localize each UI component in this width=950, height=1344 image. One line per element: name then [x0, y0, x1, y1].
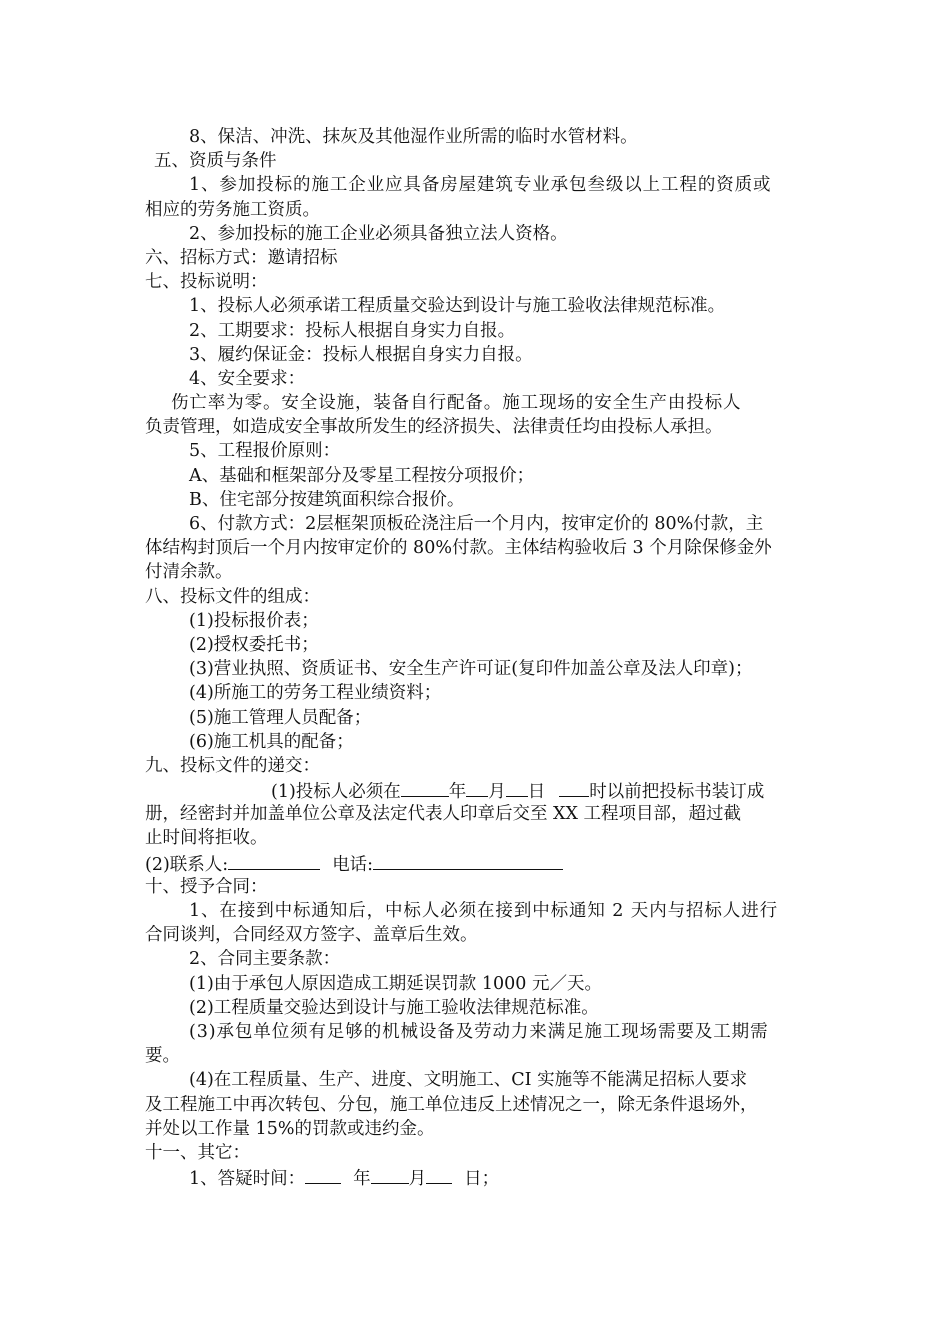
deadline-line — [145, 778, 815, 802]
contact-line — [145, 851, 815, 875]
text-line: 4、安全要求： — [189, 368, 306, 389]
text-line: 负责管理，如造成安全事故所发生的经济损失、法律责任均由投标人承担。 — [145, 417, 723, 438]
text-line: 体结构封顶后一个月内按审定价的 80%付款。主体结构验收后 3 个月除保修金外 — [145, 538, 772, 559]
deadline-year-label: 年 — [448, 782, 467, 803]
text-line: 2、参加投标的施工企业必须具备独立法人资格。 — [189, 223, 568, 244]
list-item: (1)由于承包人原因造成工期延误罚款 1000 元／天。 — [189, 973, 602, 994]
section-heading: 六、招标方式：邀请招标 — [145, 247, 338, 268]
list-item: (3)营业执照、资质证书、安全生产许可证(复印件加盖公章及法人印章)； — [189, 659, 753, 680]
qa-day-blank[interactable] — [426, 1165, 452, 1184]
qa-time-line — [145, 1165, 815, 1189]
deadline-month-blank[interactable] — [466, 778, 488, 797]
list-item: (5)施工管理人员配备； — [189, 707, 372, 728]
text-line: 及工程施工中再次转包、分包，施工单位违反上述情况之一，除无条件退场外， — [145, 1094, 758, 1115]
text-line: 册，经密封并加盖单位公章及法定代表人印章后交至 XX 工程项目部，超过截 — [145, 804, 742, 825]
qa-year-label: 年 — [353, 1169, 371, 1190]
phone-label: 电话: — [332, 854, 374, 875]
deadline-suffix: 时以前把投标书装订成 — [589, 782, 765, 803]
list-item: (4)所施工的劳务工程业绩资料； — [189, 683, 442, 704]
text-line: 5、工程报价原则： — [189, 441, 341, 462]
section-heading: 八、投标文件的组成： — [145, 586, 320, 607]
text-line: 1、参加投标的施工企业应具备房屋建筑专业承包叁级以上工程的资质或 — [189, 175, 772, 196]
text-line: 相应的劳务施工资质。 — [145, 199, 320, 220]
document-page — [145, 125, 815, 1189]
list-item: (6)施工机具的配备； — [189, 731, 354, 752]
deadline-day-label: 日 — [527, 782, 546, 803]
text-line: 要。 — [145, 1046, 180, 1067]
deadline-prefix: (1)投标人必须在 — [271, 782, 401, 803]
list-item: (2)授权委托书； — [189, 634, 319, 655]
deadline-day-blank[interactable] — [506, 778, 528, 797]
text-line: 1、在接到中标通知后，中标人必须在接到中标通知 2 天内与招标人进行 — [189, 901, 778, 921]
text-line: 2、合同主要条款： — [189, 949, 341, 970]
qa-month-blank[interactable] — [371, 1165, 409, 1184]
text-line: 8、保洁、冲洗、抹灰及其他湿作业所需的临时水管材料。 — [189, 127, 638, 147]
section-heading: 五、资质与条件 — [154, 151, 277, 172]
qa-day-label: 日； — [464, 1169, 500, 1190]
contact-blank[interactable] — [228, 851, 320, 870]
section-heading: 七、投标说明： — [145, 272, 268, 293]
deadline-month-label: 月 — [488, 782, 506, 803]
list-item: (4)在工程质量、生产、进度、文明施工、CI 实施等不能满足招标人要求 — [189, 1070, 748, 1091]
text-line: 6、付款方式：2层框架顶板砼浇注后一个月内，按审定价的 80%付款，主 — [189, 514, 764, 534]
text-line: 3、履约保证金：投标人根据自身实力自报。 — [189, 344, 533, 365]
qa-month-label: 月 — [408, 1169, 427, 1190]
section-heading: 十一、其它： — [145, 1142, 250, 1163]
section-heading: 九、投标文件的递交： — [145, 755, 320, 776]
text-line: 并处以工作量 15%的罚款或违约金。 — [145, 1118, 435, 1139]
list-item: (2)工程质量交验达到设计与施工验收法律规范标准。 — [189, 997, 599, 1018]
deadline-hour-blank[interactable] — [559, 778, 589, 797]
list-item: (3)承包单位须有足够的机械设备及劳动力来满足施工现场需要及工期需 — [189, 1021, 769, 1042]
text-line: 伤亡率为零。安全设施，装备自行配备。施工现场的安全生产由投标人 — [171, 393, 742, 414]
list-item: (1)投标报价表； — [189, 610, 319, 631]
text-line: 止时间将拒收。 — [145, 828, 268, 849]
text-line: A、基础和框架部分及零星工程按分项报价； — [189, 465, 535, 486]
qa-year-blank[interactable] — [305, 1165, 341, 1184]
section-heading: 十、授予合同： — [145, 876, 268, 897]
phone-blank[interactable] — [373, 851, 563, 870]
text-line: 付清余款。 — [145, 562, 233, 583]
contact-label: (2)联系人: — [145, 854, 229, 875]
text-line: B、住宅部分按建筑面积综合报价。 — [189, 489, 465, 510]
text-line: 2、工期要求：投标人根据自身实力自报。 — [189, 320, 516, 341]
deadline-year-blank[interactable] — [401, 778, 449, 797]
qa-prefix: 1、答疑时间： — [189, 1169, 306, 1190]
text-line: 合同谈判，合同经双方签字、盖章后生效。 — [145, 925, 478, 946]
text-line: 1、投标人必须承诺工程质量交验达到设计与施工验收法律规范标准。 — [189, 296, 726, 317]
